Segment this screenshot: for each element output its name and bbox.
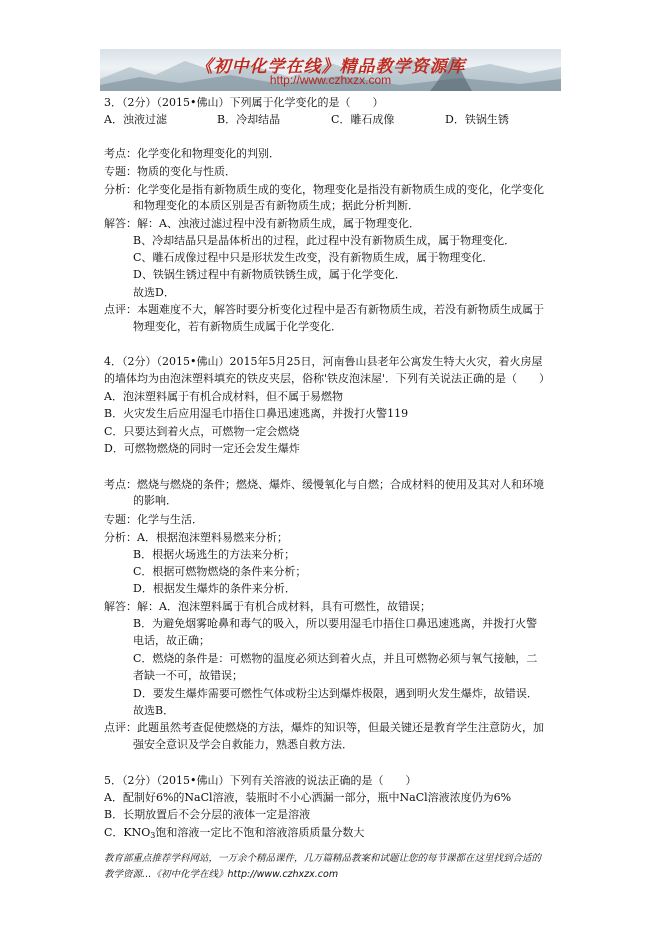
- q3-dianping-line-1: 点评：本题难度不大，解答时要分析变化过程中是否有新物质生成，若没有新物质生成属于: [104, 303, 544, 316]
- footer-line-2: 教学资源…《初中化学在线》http://www.czhxzx.com: [104, 869, 339, 880]
- q5-option-c-rest: 饱和溶液一定比不饱和溶液溶质质量分数大: [155, 826, 365, 839]
- q4-dianping-line-1: 点评：此题虽然考查促使燃烧的方法，爆炸的知识等，但最关键还是教育学生注意防火，加: [104, 721, 544, 734]
- q3-option-c: C．雕石成像: [331, 113, 395, 126]
- header-banner: [100, 49, 561, 91]
- q5-option-c: [104, 825, 364, 843]
- q3-fenxi-line-2: 和物理变化的本质区别是否有新物质生成；据此分析判断．: [133, 199, 419, 212]
- q4-kaodian-line-2: 的影响．: [133, 494, 177, 507]
- q4-jieda-line-3: 电话，故正确；: [133, 634, 210, 647]
- q3-jieda-line-1: 解答：解：A、浊液过滤过程中没有新物质生成，属于物理变化．: [104, 217, 420, 230]
- q3-kaodian: 考点：化学变化和物理变化的判别．: [104, 147, 280, 160]
- banner-title: 《初中化学在线》精品教学资源库: [195, 57, 466, 77]
- q3-jieda-line-4: D、铁锅生锈过程中有新物质铁锈生成，属于化学变化．: [133, 268, 406, 281]
- q4-option-a: A．泡沫塑料属于有机合成材料，但不属于易燃物: [104, 390, 343, 403]
- q4-dianping-line-2: 强安全意识及学会自救能力，熟悉自救方法．: [133, 738, 353, 751]
- footer-line-1: 教育部重点推荐学科网站，一万余个精品课件，几万篇精品教案和试题让您的每节课都在这里找到合适的: [104, 853, 542, 864]
- q5-stem: 5．（2分）（2015•佛山）下列有关溶液的说法正确的是（ ）: [104, 774, 417, 787]
- q4-fenxi-line-1: 分析：A．根据泡沫塑料易燃来分析；: [104, 531, 288, 544]
- q5-option-b: B．长期放置后不会分层的液体一定是溶液: [104, 808, 311, 821]
- q3-jieda-line-3: C、雕石成像过程中只是形状发生改变，没有新物质生成，属于物理变化．: [133, 251, 494, 264]
- q4-kaodian-line-1: 考点：燃烧与燃烧的条件；燃烧、爆炸、缓慢氧化与自燃；合成材料的使用及其对人和环境: [104, 478, 544, 491]
- q4-stem-line-2: 的墙体均为由泡沫塑料填充的铁皮夹层，俗称'铁皮泡沫屋'．下列有关说法正确的是（ ）: [104, 372, 551, 385]
- q4-option-b: B．火灾发生后应用湿毛巾捂住口鼻迅速逃离，并拨打火警119: [104, 407, 409, 420]
- banner-url[interactable]: http://www.czhxzx.com: [269, 73, 392, 87]
- q3-fenxi-line-1: 分析：化学变化是指有新物质生成的变化，物理变化是指没有新物质生成的变化，化学变化: [104, 183, 544, 196]
- q4-jieda-line-2: B．为避免烟雾呛鼻和毒气的吸入，所以要用湿毛巾捂住口鼻迅速逃离，并拨打火警: [133, 617, 538, 630]
- q3-option-d: D．铁锅生锈: [445, 113, 509, 126]
- q4-stem-line-1: 4．（2分）（2015•佛山）2015年5月25日，河南鲁山县老年公寓发生特大火灾，着火房屋: [104, 355, 543, 368]
- q3-zhuanti: 专题：物质的变化与性质．: [104, 165, 236, 178]
- q4-fenxi-line-2: B．根据火场逃生的方法来分析；: [133, 548, 296, 561]
- q4-zhuanti: 专题：化学与生活．: [104, 513, 203, 526]
- q3-jieda-line-5: 故选D．: [133, 286, 175, 299]
- q3-dianping-line-2: 物理变化，若有新物质生成属于化学变化．: [133, 320, 342, 333]
- q3-option-b: B．冷却结晶: [217, 113, 281, 126]
- q5-option-c-prefix: C．KNO: [104, 826, 151, 839]
- q5-option-c-subscript: 3: [150, 831, 156, 840]
- q4-option-c: C．只要达到着火点，可燃物一定会燃烧: [104, 425, 300, 438]
- q4-fenxi-line-3: C．根据可燃物燃烧的条件来分析；: [133, 565, 307, 578]
- q3-option-a: A．浊液过滤: [104, 113, 167, 126]
- q4-jieda-line-4: C．燃烧的条件是：可燃物的温度必须达到着火点，并且可燃物必须与氧气接触，二: [133, 652, 538, 665]
- q4-jieda-line-1: 解答：解：A．泡沫塑料属于有机合成材料，具有可燃性，故错误；: [104, 600, 431, 613]
- q4-option-d: D．可燃物燃烧的同时一定还会发生爆炸: [104, 442, 300, 455]
- q4-jieda-line-5: 者缺一不可，故错误；: [133, 669, 243, 682]
- q4-jieda-line-6: D．要发生爆炸需要可燃性气体或粉尘达到爆炸极限，遇到明火发生爆炸，故错误．: [133, 687, 538, 700]
- q5-option-a: A．配制好6%的NaCl溶液，装瓶时不小心洒漏一部分，瓶中NaCl溶液浓度仍为6%: [104, 791, 512, 804]
- q4-jieda-line-7: 故选B．: [133, 704, 175, 717]
- q3-stem: 3．（2分）（2015•佛山）下列属于化学变化的是（ ）: [104, 96, 384, 109]
- q3-jieda-line-2: B、冷却结晶只是晶体析出的过程，此过程中没有新物质生成，属于物理变化．: [133, 234, 516, 247]
- q4-fenxi-line-4: D．根据发生爆炸的条件来分析．: [133, 582, 296, 595]
